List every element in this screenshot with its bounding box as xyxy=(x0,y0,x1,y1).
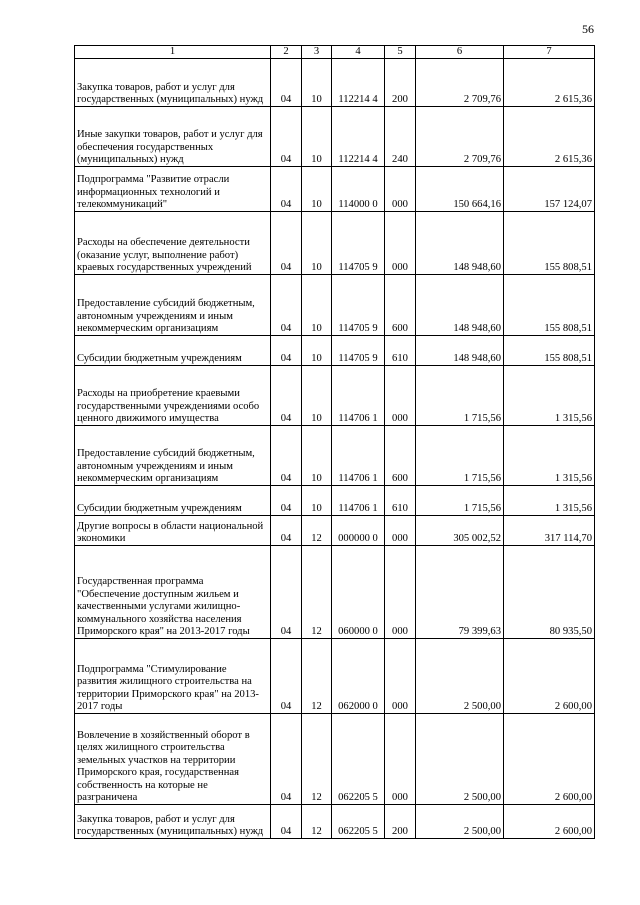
subsection-code: 10 xyxy=(302,366,332,426)
expense-type-code: 000 xyxy=(385,714,416,805)
amount-year-1: 79 399,63 xyxy=(416,546,504,639)
amount-year-2: 317 114,70 xyxy=(504,516,595,546)
expense-type-code: 600 xyxy=(385,426,416,486)
table-row xyxy=(75,336,595,366)
row-name: Иные закупки товаров, работ и услуг для обеспечения государственных (муниципальных) нужд xyxy=(75,107,271,167)
column-header: 2 xyxy=(271,46,302,59)
target-article-code: 114705 9 xyxy=(332,212,385,275)
expense-type-code: 240 xyxy=(385,107,416,167)
target-article-code: 112214 4 xyxy=(332,107,385,167)
amount-year-2: 1 315,56 xyxy=(504,426,595,486)
target-article-code: 114000 0 xyxy=(332,167,385,212)
target-article-code: 112214 4 xyxy=(332,59,385,107)
amount-year-2: 155 808,51 xyxy=(504,336,595,366)
table-row xyxy=(75,516,595,546)
expense-type-code: 000 xyxy=(385,516,416,546)
amount-year-2: 2 600,00 xyxy=(504,714,595,805)
target-article-code: 062000 0 xyxy=(332,639,385,714)
amount-year-1: 148 948,60 xyxy=(416,336,504,366)
expense-type-code: 200 xyxy=(385,805,416,839)
target-article-code: 114706 1 xyxy=(332,366,385,426)
amount-year-2: 2 600,00 xyxy=(504,805,595,839)
amount-year-1: 1 715,56 xyxy=(416,486,504,516)
subsection-code: 12 xyxy=(302,714,332,805)
expense-type-code: 200 xyxy=(385,59,416,107)
expense-type-code: 610 xyxy=(385,336,416,366)
column-header: 1 xyxy=(75,46,271,59)
section-code: 04 xyxy=(271,714,302,805)
table-row xyxy=(75,714,595,805)
section-code: 04 xyxy=(271,486,302,516)
subsection-code: 12 xyxy=(302,546,332,639)
subsection-code: 10 xyxy=(302,212,332,275)
expense-type-code: 600 xyxy=(385,275,416,336)
table-row xyxy=(75,167,595,212)
subsection-code: 10 xyxy=(302,167,332,212)
row-name: Подпрограмма "Развитие отрасли информационных технологий и телекоммуникаций" xyxy=(75,167,271,212)
section-code: 04 xyxy=(271,805,302,839)
subsection-code: 10 xyxy=(302,107,332,167)
amount-year-1: 148 948,60 xyxy=(416,212,504,275)
target-article-code: 062205 5 xyxy=(332,714,385,805)
row-name: Предоставление субсидий бюджетным, автономным учреждениям и иным некоммерческим организациям xyxy=(75,426,271,486)
subsection-code: 10 xyxy=(302,275,332,336)
amount-year-1: 1 715,56 xyxy=(416,366,504,426)
section-code: 04 xyxy=(271,212,302,275)
amount-year-2: 2 600,00 xyxy=(504,639,595,714)
column-header: 5 xyxy=(385,46,416,59)
amount-year-2: 80 935,50 xyxy=(504,546,595,639)
target-article-code: 060000 0 xyxy=(332,546,385,639)
table-row xyxy=(75,212,595,275)
subsection-code: 10 xyxy=(302,426,332,486)
table-row xyxy=(75,107,595,167)
section-code: 04 xyxy=(271,59,302,107)
amount-year-2: 155 808,51 xyxy=(504,212,595,275)
row-name: Подпрограмма "Стимулирование развития жилищного строительства на территории Приморского края" на 2013-2017 годы xyxy=(75,639,271,714)
row-name: Расходы на приобретение краевыми государственными учреждениями особо ценного движимого имущества xyxy=(75,366,271,426)
table-row xyxy=(75,486,595,516)
table-row xyxy=(75,546,595,639)
table-row xyxy=(75,366,595,426)
amount-year-1: 2 500,00 xyxy=(416,714,504,805)
column-header: 3 xyxy=(302,46,332,59)
expense-type-code: 000 xyxy=(385,546,416,639)
amount-year-1: 148 948,60 xyxy=(416,275,504,336)
row-name: Расходы на обеспечение деятельности (оказание услуг, выполнение работ) краевых государственных учреждений xyxy=(75,212,271,275)
amount-year-1: 2 500,00 xyxy=(416,805,504,839)
section-code: 04 xyxy=(271,546,302,639)
budget-table xyxy=(74,45,595,839)
amount-year-2: 1 315,56 xyxy=(504,486,595,516)
row-name: Субсидии бюджетным учреждениям xyxy=(75,336,271,366)
subsection-code: 12 xyxy=(302,516,332,546)
target-article-code: 114705 9 xyxy=(332,275,385,336)
amount-year-1: 1 715,56 xyxy=(416,426,504,486)
header-row xyxy=(75,46,595,59)
amount-year-1: 2 500,00 xyxy=(416,639,504,714)
amount-year-1: 150 664,16 xyxy=(416,167,504,212)
subsection-code: 10 xyxy=(302,336,332,366)
column-header: 7 xyxy=(504,46,595,59)
row-name: Другие вопросы в области национальной экономики xyxy=(75,516,271,546)
subsection-code: 10 xyxy=(302,59,332,107)
row-name: Субсидии бюджетным учреждениям xyxy=(75,486,271,516)
amount-year-2: 2 615,36 xyxy=(504,107,595,167)
section-code: 04 xyxy=(271,275,302,336)
target-article-code: 114705 9 xyxy=(332,336,385,366)
subsection-code: 12 xyxy=(302,639,332,714)
row-name: Предоставление субсидий бюджетным, автономным учреждениям и иным некоммерческим организациям xyxy=(75,275,271,336)
target-article-code: 000000 0 xyxy=(332,516,385,546)
section-code: 04 xyxy=(271,366,302,426)
section-code: 04 xyxy=(271,167,302,212)
page-number: 56 xyxy=(582,22,594,36)
expense-type-code: 000 xyxy=(385,366,416,426)
section-code: 04 xyxy=(271,426,302,486)
table-row xyxy=(75,275,595,336)
amount-year-1: 2 709,76 xyxy=(416,107,504,167)
row-name: Вовлечение в хозяйственный оборот в целях жилищного строительства земельных участков на территории Приморского края, государственная собственность на которые не разграничена xyxy=(75,714,271,805)
row-name: Закупка товаров, работ и услуг для государственных (муниципальных) нужд xyxy=(75,805,271,839)
row-name: Закупка товаров, работ и услуг для государственных (муниципальных) нужд xyxy=(75,59,271,107)
expense-type-code: 000 xyxy=(385,167,416,212)
section-code: 04 xyxy=(271,107,302,167)
amount-year-2: 2 615,36 xyxy=(504,59,595,107)
section-code: 04 xyxy=(271,336,302,366)
section-code: 04 xyxy=(271,516,302,546)
amount-year-2: 155 808,51 xyxy=(504,275,595,336)
column-header: 4 xyxy=(332,46,385,59)
expense-type-code: 000 xyxy=(385,639,416,714)
target-article-code: 114706 1 xyxy=(332,426,385,486)
table-row xyxy=(75,426,595,486)
subsection-code: 12 xyxy=(302,805,332,839)
table-row xyxy=(75,59,595,107)
expense-type-code: 000 xyxy=(385,212,416,275)
column-header: 6 xyxy=(416,46,504,59)
expense-type-code: 610 xyxy=(385,486,416,516)
amount-year-1: 2 709,76 xyxy=(416,59,504,107)
target-article-code: 114706 1 xyxy=(332,486,385,516)
table-row xyxy=(75,805,595,839)
table-row xyxy=(75,639,595,714)
subsection-code: 10 xyxy=(302,486,332,516)
row-name: Государственная программа "Обеспечение доступным жильем и качественными услугами жилищно-коммунального хозяйства населения Приморского края" на 2013-2017 годы xyxy=(75,546,271,639)
section-code: 04 xyxy=(271,639,302,714)
amount-year-2: 1 315,56 xyxy=(504,366,595,426)
target-article-code: 062205 5 xyxy=(332,805,385,839)
amount-year-1: 305 002,52 xyxy=(416,516,504,546)
amount-year-2: 157 124,07 xyxy=(504,167,595,212)
